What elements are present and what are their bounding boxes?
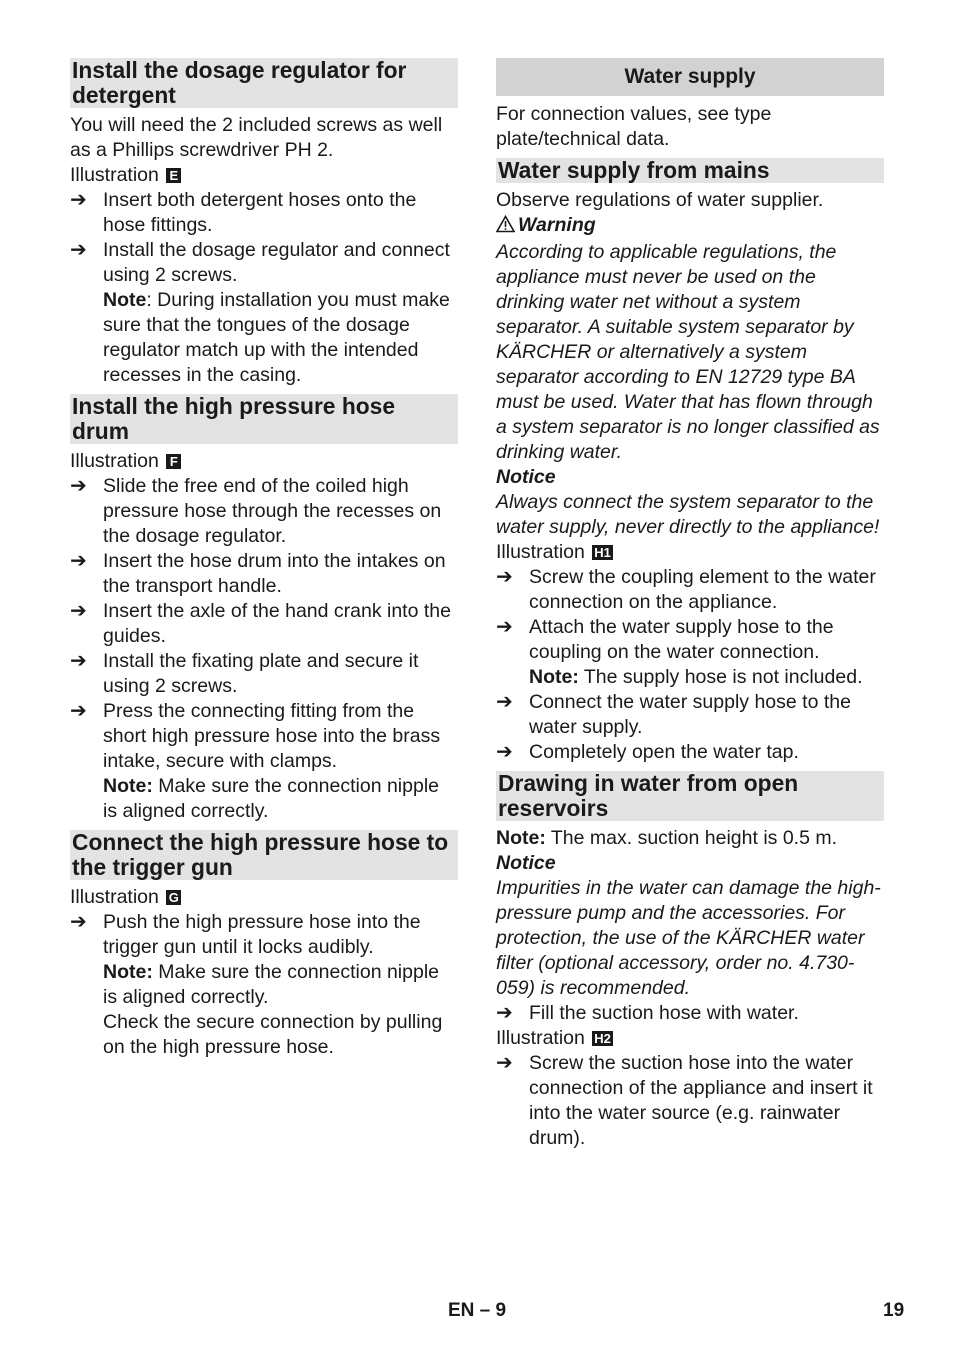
step-item: ➔ Slide the free end of the coiled high pressure hose through the recesses on the dosage regulator.: [70, 475, 442, 547]
note: Note: Make sure the connection nipple is aligned correctly.: [103, 961, 440, 1008]
section-heading-open-reservoirs: Drawing in water from open reservoirs: [496, 771, 884, 821]
illustration-ref: Illustration H1: [496, 541, 611, 563]
step-item: ➔ Connect the water supply hose to the water supply.: [496, 691, 851, 738]
arrow-right-icon: ➔: [70, 911, 87, 933]
section-heading-mains: Water supply from mains: [496, 158, 884, 183]
section-heading-hose-drum: Install the high pressure hose drum: [70, 394, 458, 444]
section-heading-dosage-regulator: Install the dosage regulator for detergent: [70, 58, 458, 108]
section-heading-water-supply: Water supply: [496, 58, 884, 96]
step-item: ➔ Fill the suction hose with water.: [496, 1002, 799, 1024]
arrow-right-icon: ➔: [70, 475, 87, 497]
arrow-right-icon: ➔: [496, 691, 513, 713]
step-item: ➔ Install the fixating plate and secure it using 2 screws.: [70, 650, 419, 697]
step-item: ➔ Insert the axle of the hand crank into the guides.: [70, 600, 451, 647]
step-item: ➔ Press the connecting fitting from the short high pressure hose into the brass intake, secure with clamps. Note: Make sure the connection nipple is aligned correctly.: [70, 699, 458, 824]
paragraph-intro: You will need the 2 included screws as well as a Phillips screwdriver PH 2.: [70, 114, 443, 161]
section-heading-trigger-gun: Connect the high pressure hose to the trigger gun: [70, 830, 458, 880]
note: Note: During installation you must make sure that the tongues of the dosage regulator match up with the intended recesses in the casing.: [103, 289, 450, 386]
step-list: [496, 1001, 884, 1026]
arrow-right-icon: ➔: [70, 239, 87, 261]
step-list: [70, 474, 458, 824]
step-item: ➔ Completely open the water tap.: [496, 741, 799, 763]
step-item: ➔ Attach the water supply hose to the coupling on the water connection. Note: The supply hose is not included.: [496, 615, 884, 690]
arrow-right-icon: ➔: [70, 600, 87, 622]
illustration-ref: Illustration H2: [496, 1027, 611, 1049]
step-list: [70, 910, 458, 1060]
step-list: [496, 565, 884, 765]
footer-section-label: EN – 9: [448, 1300, 507, 1321]
arrow-right-icon: ➔: [70, 550, 87, 572]
warning-text: According to applicable regulations, the appliance must never be used on the drinking water net without a system separator. A suitable system separator by KÄRCHER or alternatively a system separator according to EN 12729 type BA must be used. Water that has flown through a system separator is no longer classified as drinking water.: [496, 241, 880, 463]
illustration-badge: E: [166, 168, 181, 183]
arrow-right-icon: ➔: [496, 566, 513, 588]
arrow-right-icon: ➔: [496, 1002, 513, 1024]
arrow-right-icon: ➔: [70, 700, 87, 722]
paragraph-intro: For connection values, see type plate/technical data.: [496, 103, 772, 150]
arrow-right-icon: ➔: [496, 741, 513, 763]
notice-text: Always connect the system separator to the water supply, never directly to the appliance!: [496, 491, 880, 538]
illustration-ref: Illustration G: [70, 885, 458, 910]
right-column: [496, 58, 884, 1151]
step-item: ➔ Push the high pressure hose into the trigger gun until it locks audibly. Note: Make sure the connection nipple is aligned correctly. Check the secure connection by pulling on the high pressure hose.: [70, 910, 458, 1060]
note: Note: Make sure the connection nipple is aligned correctly.: [103, 775, 440, 822]
page-number: 19: [883, 1300, 905, 1321]
notice-heading: Notice: [496, 466, 556, 488]
step-list: [496, 1051, 884, 1151]
arrow-right-icon: ➔: [496, 1052, 513, 1074]
warning-heading: Warning: [496, 213, 884, 240]
arrow-right-icon: ➔: [70, 189, 87, 211]
illustration-badge: G: [166, 890, 181, 905]
step-item: ➔ Screw the suction hose into the water connection of the appliance and insert it into the water source (e.g. rainwater drum).: [496, 1052, 873, 1149]
step-item: ➔ Insert the hose drum into the intakes on the transport handle.: [70, 550, 446, 597]
arrow-right-icon: ➔: [70, 650, 87, 672]
note: Note: The max. suction height is 0.5 m.: [496, 827, 838, 849]
step-item: ➔ Install the dosage regulator and connect using 2 screws. Note: During installation you must make sure that the tongues of the dosage regulator match up with the intended recesses in the casing.: [70, 238, 458, 388]
step-item: ➔ Screw the coupling element to the water connection on the appliance.: [496, 566, 876, 613]
notice-text: Impurities in the water can damage the high-pressure pump and the accessories. For protection, the use of the KÄRCHER water filter (optional accessory, order no. 4.730-059) is recommended.: [496, 877, 881, 999]
illustration-badge: F: [166, 454, 181, 469]
illustration-badge: H2: [594, 1031, 611, 1046]
illustration-badge: H1: [594, 545, 611, 560]
illustration-ref: Illustration E: [70, 163, 458, 188]
notice-heading: Notice: [496, 852, 556, 874]
note-extra: Check the secure connection by pulling on the high pressure hose.: [103, 1011, 443, 1058]
arrow-right-icon: ➔: [496, 616, 513, 638]
step-list: [70, 188, 458, 388]
paragraph-intro: Observe regulations of water supplier.: [496, 189, 824, 211]
warning-triangle-icon: [496, 215, 518, 240]
step-item: ➔ Insert both detergent hoses onto the hose fittings.: [70, 189, 417, 236]
illustration-ref: Illustration F: [70, 449, 458, 474]
note: Note: The supply hose is not included.: [529, 666, 863, 688]
left-column: [70, 58, 458, 1060]
